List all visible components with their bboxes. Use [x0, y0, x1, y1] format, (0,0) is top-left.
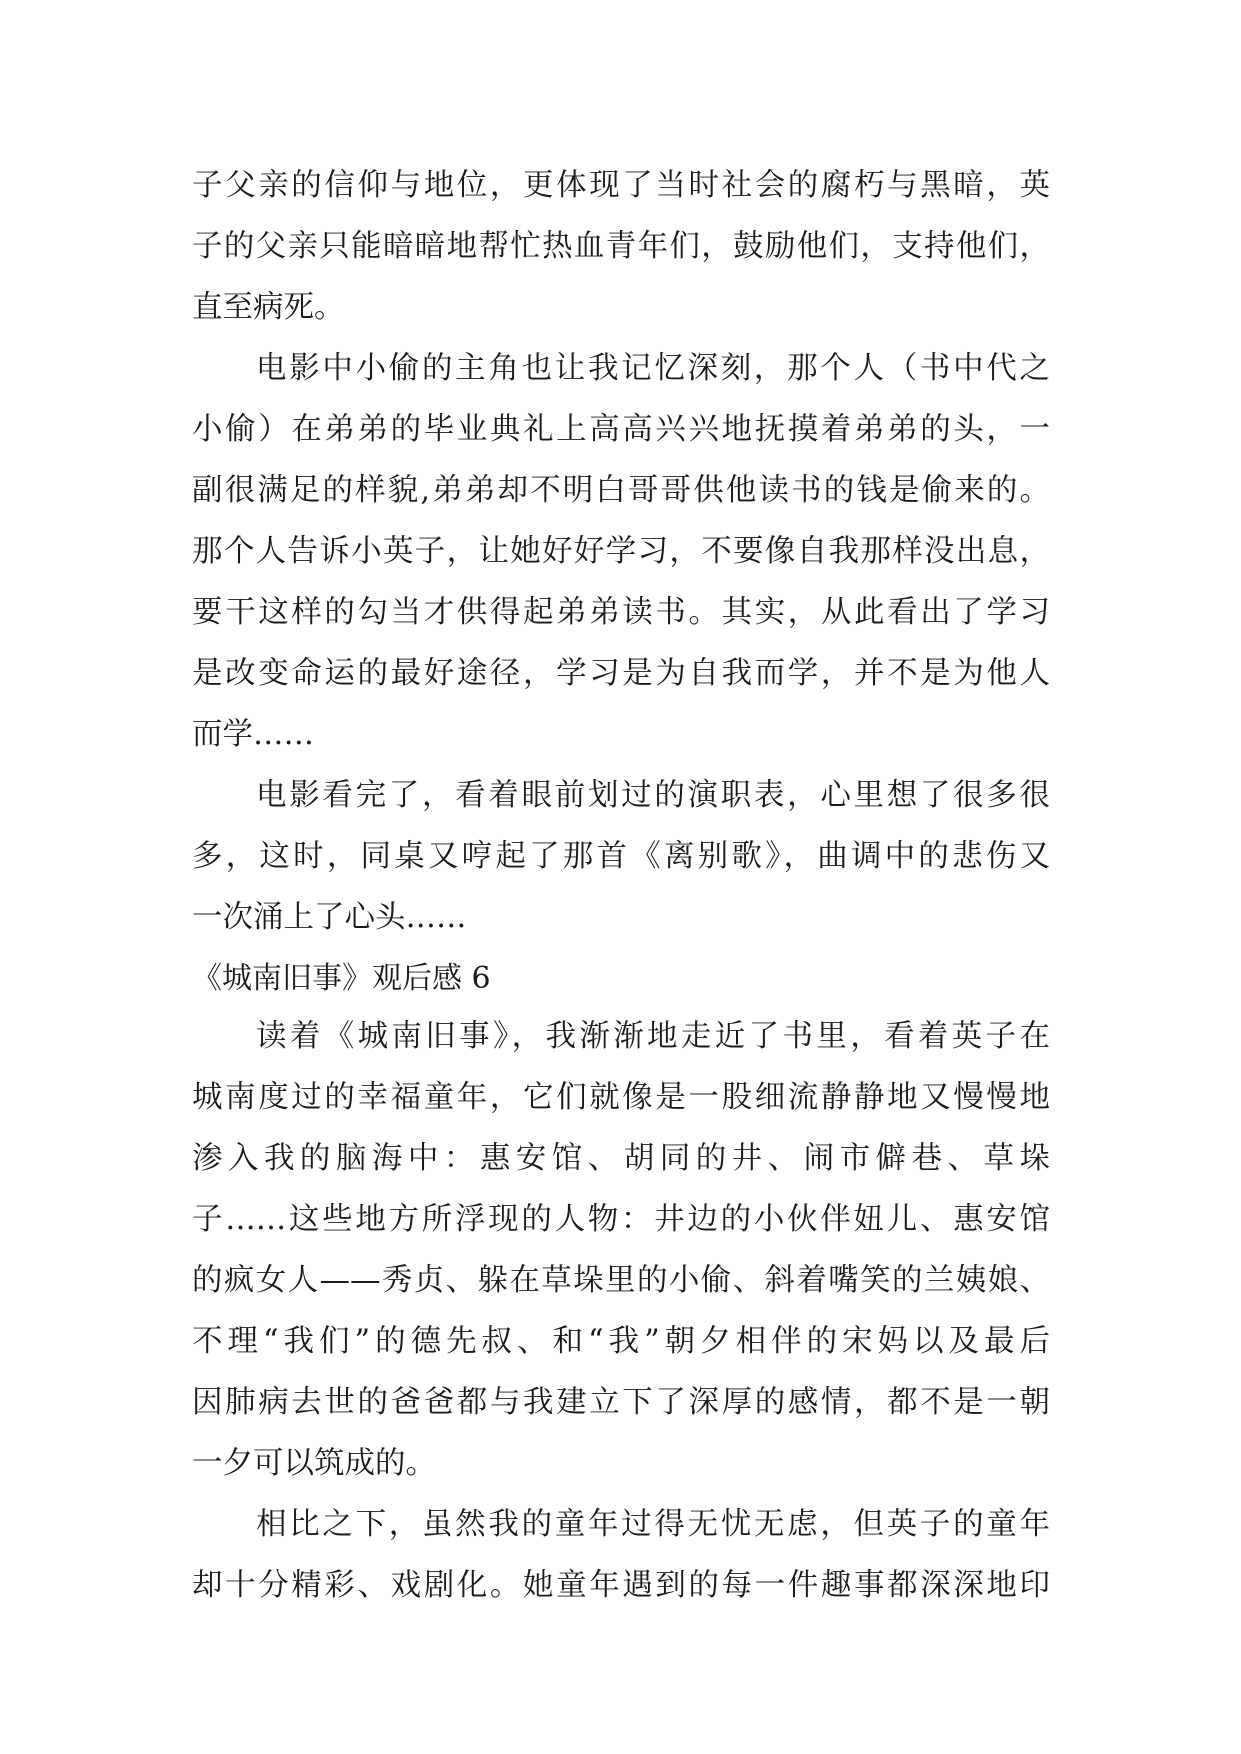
- text-line: 因肺病去世的爸爸都与我建立下了深厚的感情，都不是一朝: [192, 1385, 1050, 1420]
- text-line: 城南度过的幸福童年，它们就像是一股细流静静地又慢慢地: [192, 1080, 1050, 1115]
- text-line: 直至病死。: [192, 290, 345, 325]
- text-line: 子……这些地方所浮现的人物：井边的小伙伴妞儿、惠安馆: [192, 1202, 1050, 1237]
- text-line: 要干这样的勾当才供得起弟弟读书。其实，从此看出了学习: [192, 595, 1050, 630]
- paragraph: [192, 346, 1050, 773]
- text-line: 那个人告诉小英子，让她好好学习，不要像自我那样没出息，: [192, 534, 1050, 569]
- paragraph: [192, 1014, 1050, 1502]
- text-line: 是改变命运的最好途径，学习是为自我而学，并不是为他人: [192, 656, 1050, 691]
- text-line: 电影看完了，看着眼前划过的演职表，心里想了很多很: [256, 778, 1050, 813]
- text-line: 子的父亲只能暗暗地帮忙热血青年们，鼓励他们，支持他们，: [192, 229, 1050, 264]
- text-line: 多，这时，同桌又哼起了那首《离别歌》，曲调中的悲伤又: [192, 839, 1050, 874]
- section-heading: 《城南旧事》观后感 6: [192, 961, 491, 996]
- text-line: 电影中小偷的主角也让我记忆深刻，那个人（书中代之: [256, 351, 1050, 386]
- text-line: 子父亲的信仰与地位，更体现了当时社会的腐朽与黑暗，英: [192, 168, 1050, 203]
- paragraph: [192, 163, 1050, 346]
- text-line: 却十分精彩、戏剧化。她童年遇到的每一件趣事都深深地印: [192, 1568, 1050, 1603]
- text-line: 相比之下，虽然我的童年过得无忧无虑，但英子的童年: [256, 1507, 1050, 1542]
- text-line: 一次涌上了心头……: [192, 900, 467, 935]
- text-line: 的疯女人——秀贞、躲在草垛里的小偷、斜着嘴笑的兰姨娘、: [192, 1263, 1050, 1298]
- text-line: 而学……: [192, 717, 314, 752]
- document-body: [192, 163, 1050, 1624]
- text-line: 小偷）在弟弟的毕业典礼上高高兴兴地抚摸着弟弟的头，一: [192, 412, 1050, 447]
- text-line: 副很满足的样貌,弟弟却不明白哥哥供他读书的钱是偷来的。: [192, 473, 1050, 508]
- paragraph: [192, 773, 1050, 956]
- text-line: 读着《城南旧事》，我渐渐地走近了书里，看着英子在: [256, 1019, 1050, 1054]
- text-line: 渗入我的脑海中：惠安馆、胡同的井、闹市僻巷、草垛: [192, 1141, 1050, 1176]
- text-line: 一夕可以筑成的。: [192, 1446, 436, 1481]
- paragraph: [192, 1502, 1050, 1624]
- text-line: 不理“我们”的德先叔、和“我”朝夕相伴的宋妈以及最后: [192, 1324, 1050, 1359]
